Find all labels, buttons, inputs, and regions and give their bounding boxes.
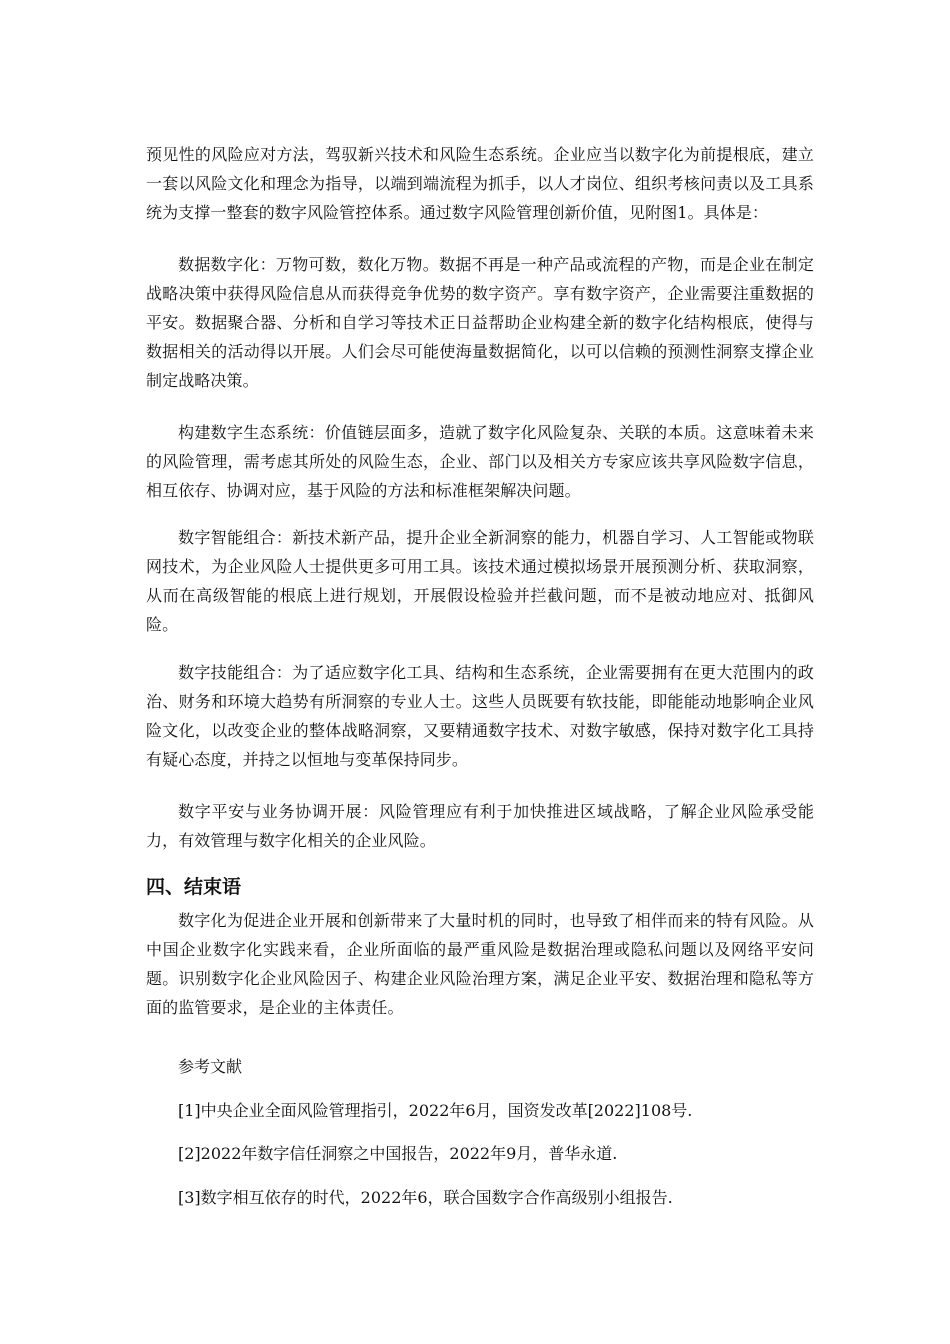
paragraph-digital-intelligence: 数字智能组合：新技术新产品，提升企业全新洞察的能力，机器自学习、人工智能或物联网技术，为企业风险人士提供更多可用工具。该技术通过模拟场景开展预测分析、获取洞察，从而在高级智能的根底上进行规划，开展假设检验并拦截问题，而不是被动地应对、抵御风险。 [146,528,814,634]
reference-item: [3]数字相互依存的时代，2022年6，联合国数字合作高级别小组报告. [178,1188,673,1207]
paragraph-digital-skills: 数字技能组合：为了适应数字化工具、结构和生态系统，企业需要拥有在更大范围内的政治、财务和环境大趋势有所洞察的专业人士。这些人员既要有软技能，即能能动地影响企业风险文化，以改变企业的整体战略洞察，又要精通数字技术、对数字敏感，保持对数字化工具持有疑心态度，并持之以恒地与变革保持同步。 [146,663,814,769]
references-title: 参考文献 [178,1057,243,1076]
conclusion-paragraph: 数字化为促进企业开展和创新带来了大量时机的同时，也导致了相伴而来的特有风险。从中国企业数字化实践来看，企业所面临的最严重风险是数据治理或隐私问题以及网络平安问题。识别数字化企业风险因子、构建企业风险治理方案，满足企业平安、数据治理和隐私等方面的监管要求，是企业的主体责任。 [146,911,814,1017]
reference-item: [2]2022年数字信任洞察之中国报告，2022年9月，普华永道. [178,1144,618,1163]
intro-paragraph: 预见性的风险应对方法，驾驭新兴技术和风险生态系统。企业应当以数字化为前提根底，建立一套以风险文化和理念为指导，以端到端流程为抓手，以人才岗位、组织考核问责以及工具系统为支撑一整套的数字风险管控体系。通过数字风险管理创新价值，见附图1。具体是： [146,145,814,222]
paragraph-digital-ecosystem: 构建数字生态系统：价值链层面多，造就了数字化风险复杂、关联的本质。这意味着未来的风险管理，需考虑其所处的风险生态，企业、部门以及相关方专家应该共享风险数字信息，相互依存、协调对应，基于风险的方法和标准框架解决问题。 [146,423,814,500]
paragraph-digital-security: 数字平安与业务协调开展：风险管理应有利于加快推进区域战略，了解企业风险承受能力，有效管理与数字化相关的企业风险。 [146,802,814,850]
section-heading: 四、结束语 [146,876,242,898]
paragraph-data-digitization: 数据数字化：万物可数，数化万物。数据不再是一种产品或流程的产物，而是企业在制定战略决策中获得风险信息从而获得竞争优势的数字资产。享有数字资产，企业需要注重数据的平安。数据聚合器、分析和自学习等技术正日益帮助企业构建全新的数字化结构根底，使得与数据相关的活动得以开展。人们会尽可能使海量数据简化，以可以信赖的预测性洞察支撑企业制定战略决策。 [146,255,814,390]
reference-item: [1]中央企业全面风险管理指引，2022年6月，国资发改革[2022]108号. [178,1101,693,1120]
